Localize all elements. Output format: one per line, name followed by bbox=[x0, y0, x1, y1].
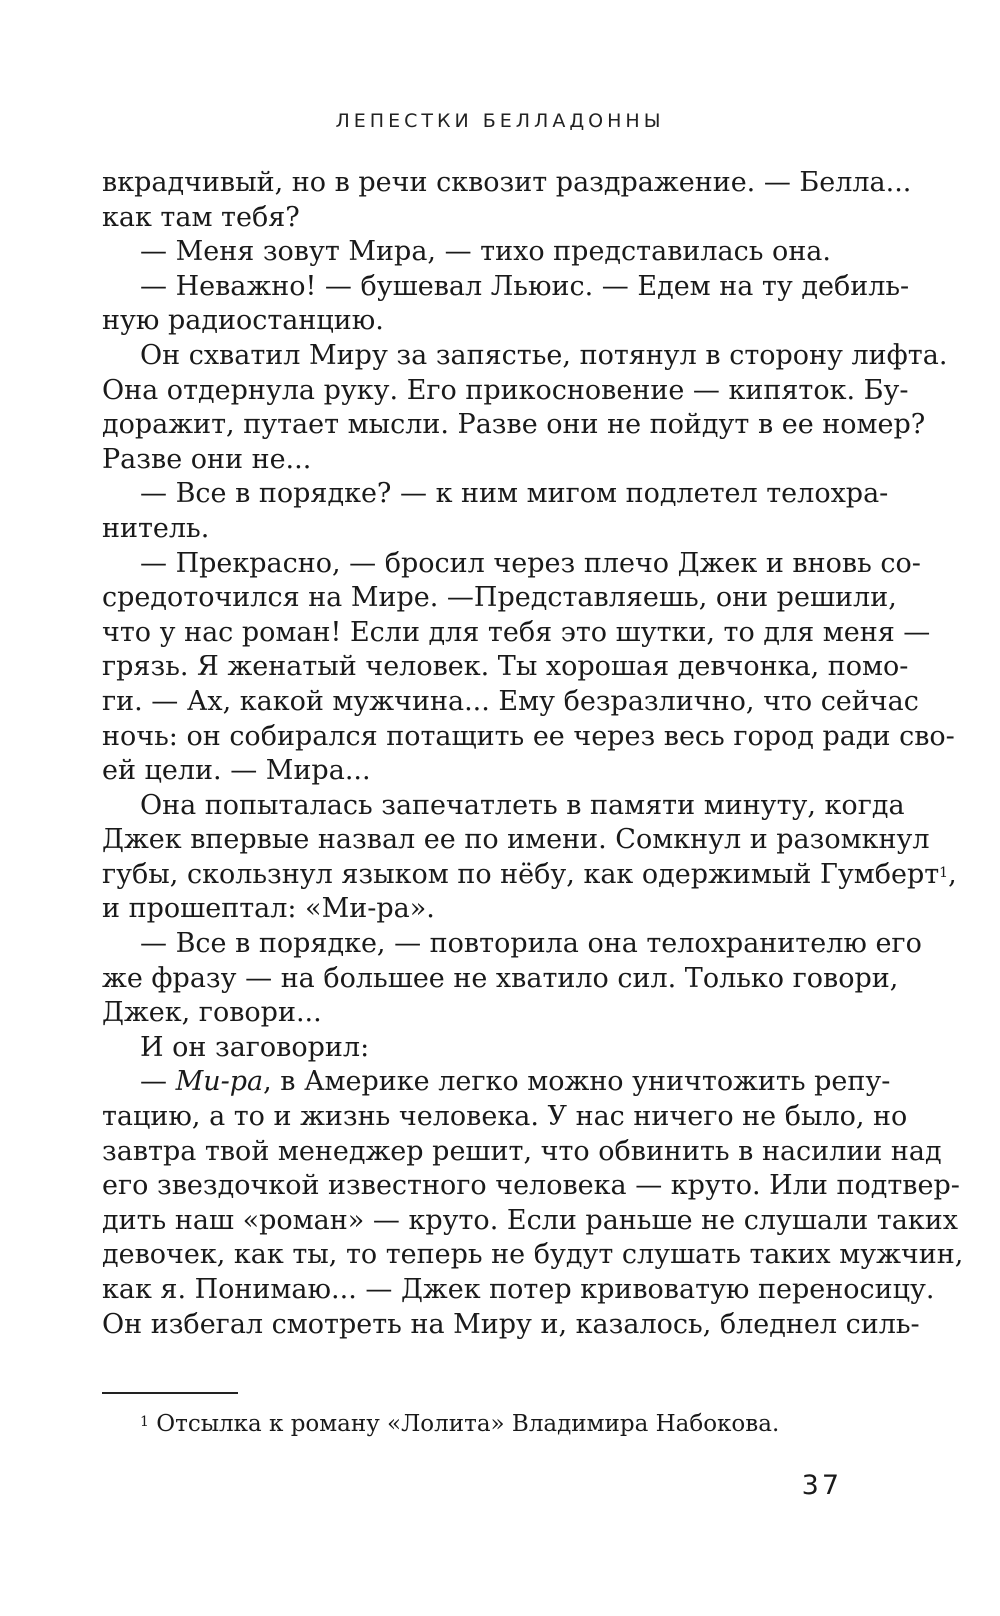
text-line: тацию, а то и жизнь человека. У нас ничего не было, но bbox=[102, 1101, 908, 1133]
text-line: Она попыталась запечатлеть в памяти минуту, когда bbox=[140, 789, 905, 821]
text-line bbox=[102, 858, 957, 893]
text-line: — Прекрасно, — бросил через плечо Джек и вновь со- bbox=[140, 547, 921, 579]
text-line: — Все в порядке? — к ним мигом подлетел телохра- bbox=[140, 478, 889, 510]
body-text bbox=[102, 166, 964, 1342]
text-line: — Все в порядке, — повторила она телохранителю его bbox=[140, 928, 922, 960]
text-fragment: — bbox=[140, 1066, 176, 1098]
text-line: ги. — Ах, какой мужчина... Ему безразлично, что сейчас bbox=[102, 685, 919, 717]
text-line: девочек, как ты, то теперь не будут слушать таких мужчин, bbox=[102, 1239, 964, 1271]
text-line: доражит, путает мысли. Разве они не пойдут в ее номер? bbox=[102, 409, 926, 441]
text-line: и прошептал: «Ми-ра». bbox=[102, 893, 435, 925]
text-fragment: , в Америке легко можно уничтожить репу- bbox=[263, 1066, 891, 1098]
text-line: дить наш «роман» — круто. Если раньше не слушали таких bbox=[102, 1204, 958, 1236]
text-line: Джек, говори... bbox=[102, 997, 322, 1029]
text-line: Он избегал смотреть на Миру и, казалось, бледнел силь- bbox=[102, 1308, 920, 1340]
text-line: нитель. bbox=[102, 512, 210, 544]
running-head: ЛЕПЕСТКИ БЕЛЛАДОННЫ bbox=[335, 110, 665, 132]
text-fragment: , bbox=[948, 858, 957, 890]
text-line: — Меня зовут Мира, — тихо представилась она. bbox=[140, 236, 831, 268]
italic-name: Ми-ра bbox=[175, 1066, 264, 1098]
text-line: его звездочкой известного человека — круто. Или подтвер- bbox=[102, 1170, 960, 1202]
text-line: Она отдернула руку. Его прикосновение — кипяток. Бу- bbox=[102, 374, 909, 406]
text-line: грязь. Я женатый человек. Ты хорошая девчонка, помо- bbox=[102, 651, 909, 683]
text-line bbox=[102, 1065, 891, 1100]
text-line: Он схватил Миру за запястье, потянул в сторону лифта. bbox=[140, 339, 948, 371]
text-line: — Неважно! — бушевал Льюис. — Едем на ту дебиль- bbox=[140, 270, 910, 302]
text-line: как я. Понимаю... — Джек потер кривоватую переносицу. bbox=[102, 1274, 935, 1305]
page-number: 37 bbox=[801, 1470, 842, 1501]
text-fragment: губы, скользнул языком по нёбу, как одержимый Гумберт bbox=[102, 858, 940, 890]
footnote-ref: 1 bbox=[939, 864, 949, 881]
text-line: ную радиостанцию. bbox=[102, 305, 384, 337]
footnote bbox=[140, 1410, 779, 1438]
text-line: ночь: он собирался потащить ее через весь город ради сво- bbox=[102, 720, 955, 752]
text-line: же фразу — на большее не хватило сил. Только говори, bbox=[102, 962, 899, 994]
text-line: завтра твой менеджер решит, что обвинить в насилии над bbox=[102, 1135, 942, 1167]
footnote-text: Отсылка к роману «Лолита» Владимира Набокова. bbox=[156, 1411, 780, 1437]
footnote-marker: 1 bbox=[140, 1414, 149, 1430]
text-line: Разве они не... bbox=[102, 443, 312, 475]
text-line: что у нас роман! Если для тебя это шутки, то для меня — bbox=[102, 616, 931, 648]
text-line: средоточился на Мире. —Представляешь, они решили, bbox=[102, 582, 897, 614]
footnote-rule bbox=[102, 1392, 238, 1394]
text-line: Джек впервые назвал ее по имени. Сомкнул и разомкнул bbox=[102, 824, 930, 856]
text-line: ей цели. — Мира... bbox=[102, 755, 371, 787]
text-line: И он заговорил: bbox=[140, 1031, 370, 1063]
text-line: вкрадчивый, но в речи сквозит раздражение. — Белла... bbox=[102, 167, 912, 198]
text-line: как там тебя? bbox=[102, 201, 300, 233]
